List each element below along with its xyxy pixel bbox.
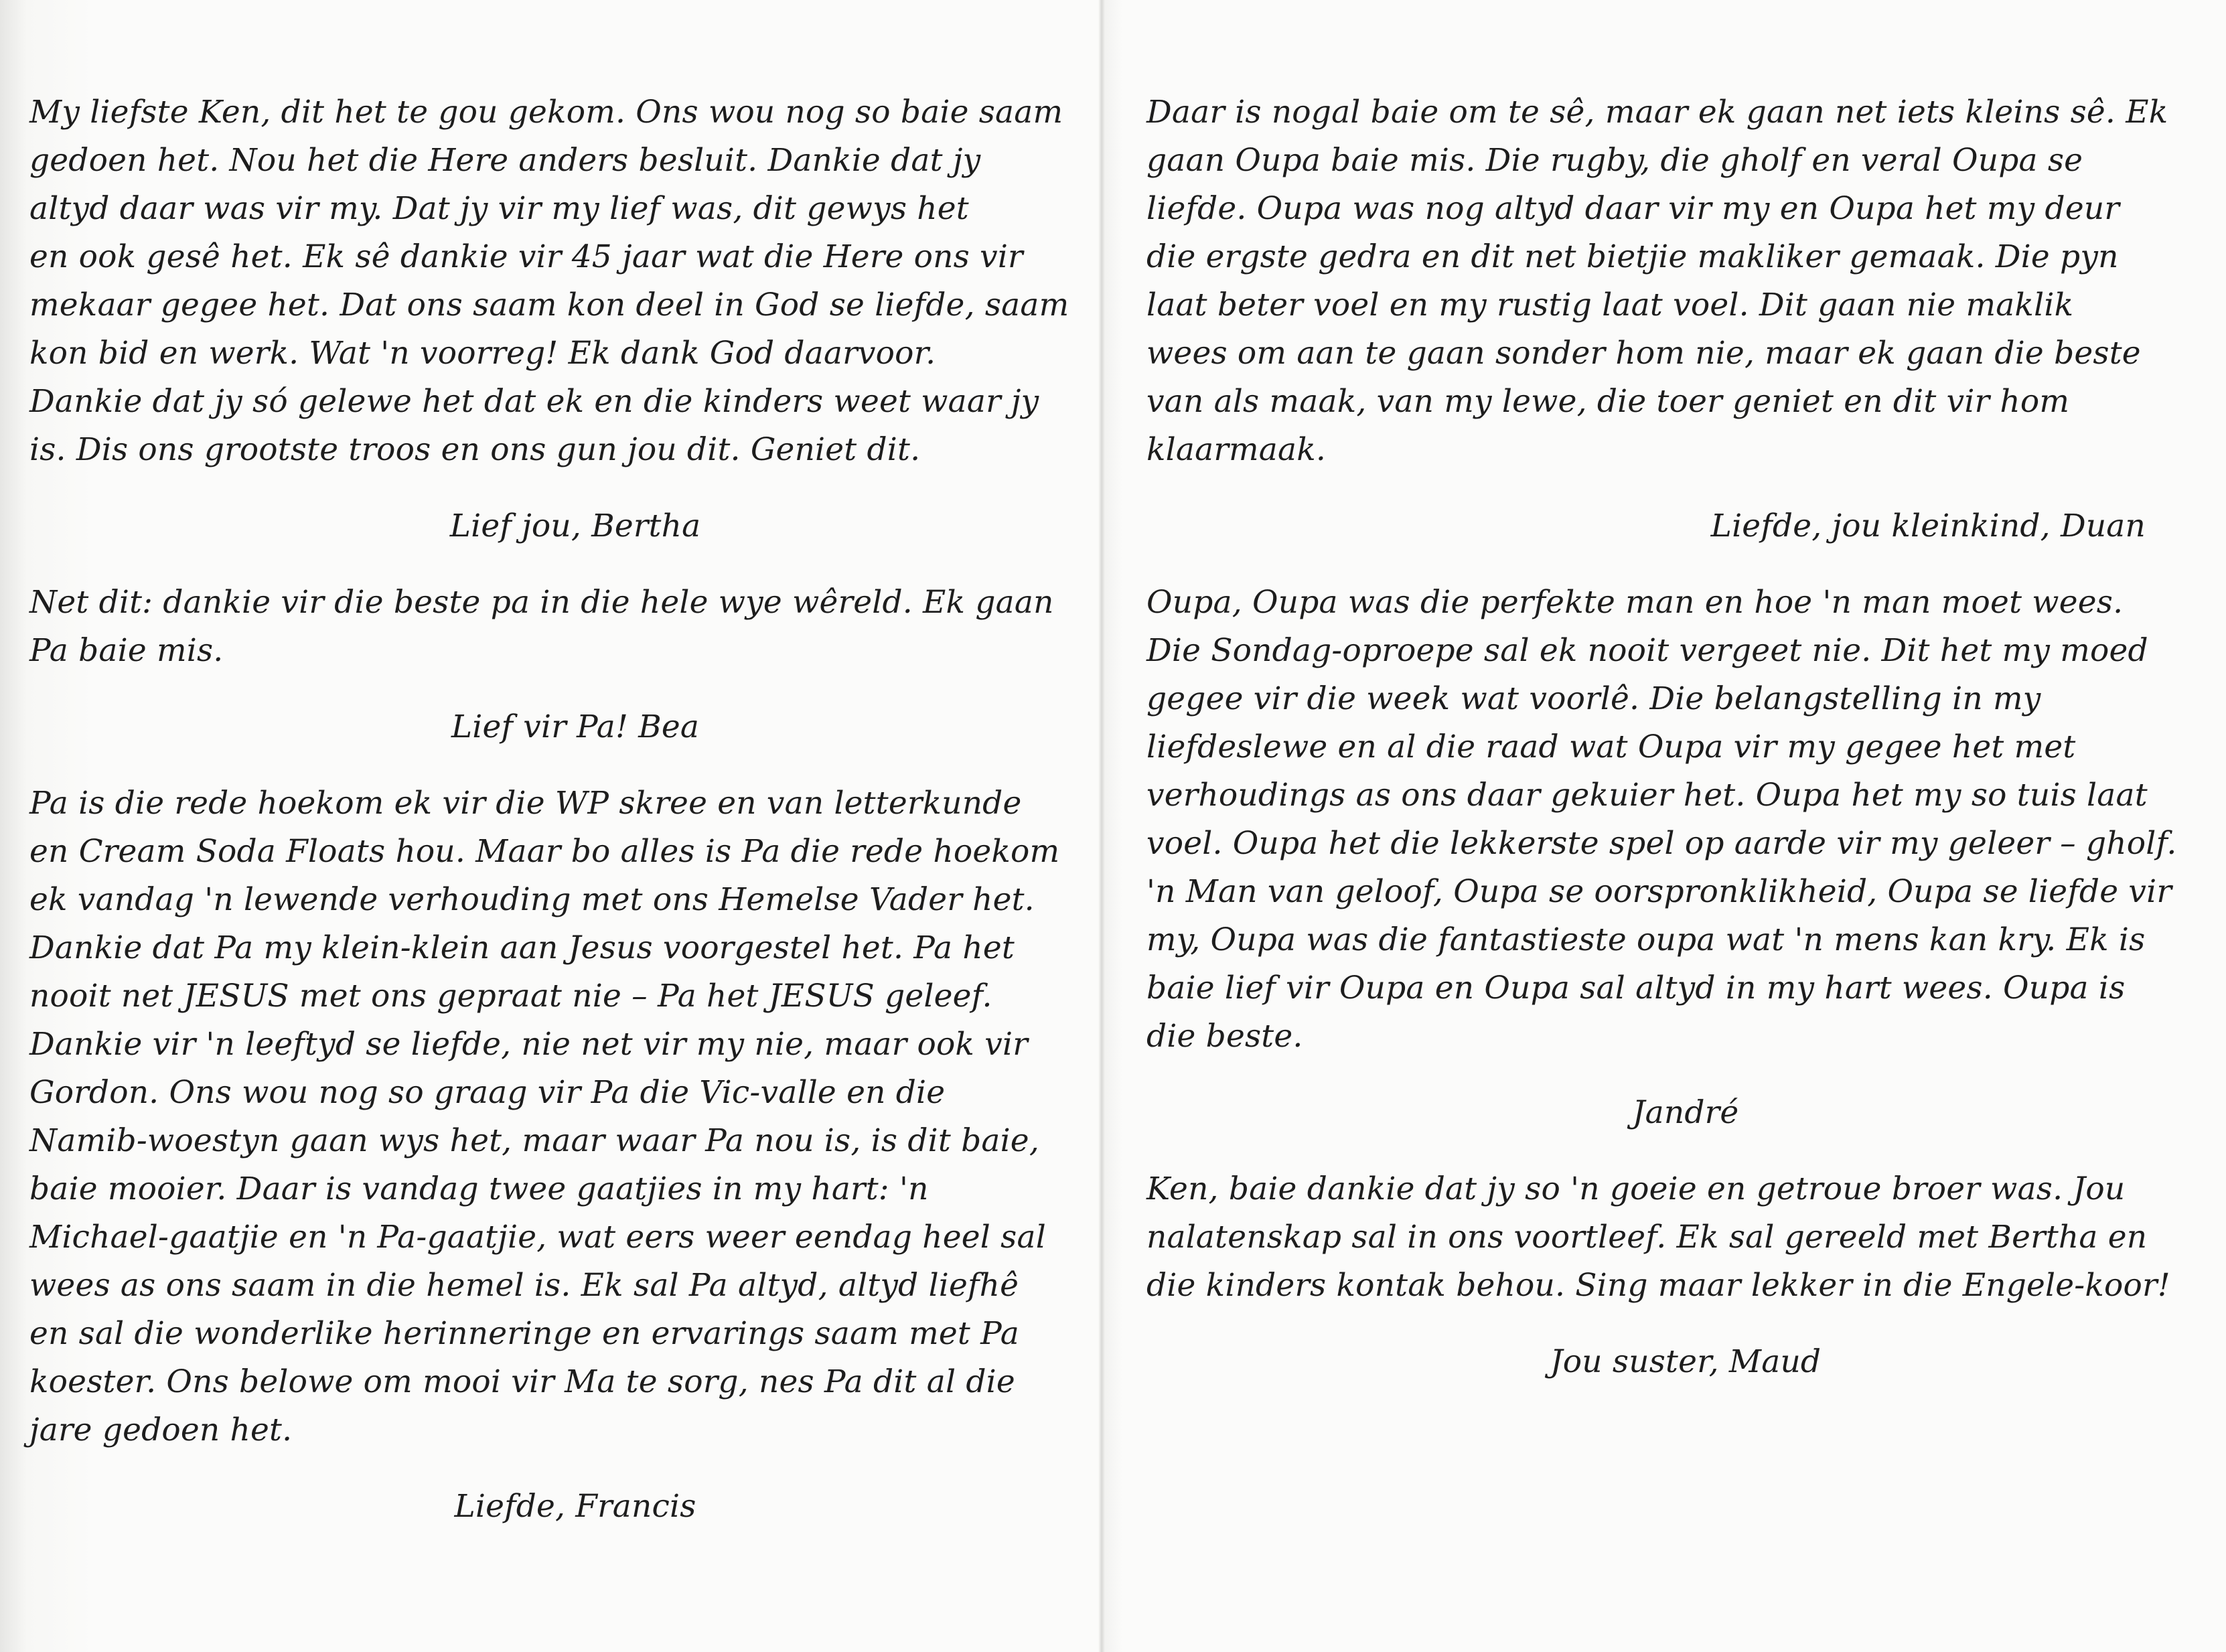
- tribute-francis-signature: Liefde, Francis: [454, 1488, 696, 1525]
- left-page-text: [29, 88, 1088, 1531]
- tribute-duan-text: Daar is nogal baie om te sê, maar ek gaan net iets kleins sê. Ek gaan Oupa baie mis. Die rugby, die gholf en veral Oupa se liefde. Oupa was nog altyd daar vir my en Oupa het my deur die ergste gedra en dit net bietjie makliker gemaak. Die pyn laat beter voel en my rustig laat voel. Dit gaan nie maklik wees om aan te gaan sonder hom nie, maar ek gaan die beste van als maak, van my lewe, die toer geniet en dit vir hom klaarmaak.: [1146, 94, 2168, 468]
- tribute-maud-signature: Jou suster, Maud: [1550, 1343, 1822, 1380]
- page-gutter: [1098, 0, 1105, 1652]
- tribute-bertha-signature: Lief jou, Bertha: [449, 508, 701, 544]
- tribute-francis-text: Pa is die rede hoekom ek vir die WP skree en van letterkunde en Cream Soda Floats hou. Maar bo alles is Pa die rede hoekom ek vandag 'n lewende verhouding met ons Hemelse Vader het. Dankie dat Pa my klein-klein aan Jesus voorgestel het. Pa het nooit net JESUS met ons gepraat nie – Pa het JESUS geleef. Dankie vir 'n leeftyd se liefde, nie net vir my nie, maar ook vir Gordon. Ons wou nog so graag vir Pa die Vic-valle en die Namib-woestyn gaan wys het, maar waar Pa nou is, is dit baie, baie mooier. Daar is vandag twee gaatjies in my hart: 'n Michael-gaatjie en 'n Pa-gaatjie, wat eers weer eendag heel sal wees as ons saam in die hemel is. Ek sal Pa altyd, altyd liefhê en sal die wonderlike herinneringe en ervarings saam met Pa koester. Ons belowe om mooi vir Ma te sorg, nes Pa dit al die jare gedoen het.: [29, 785, 1060, 1448]
- tribute-jandre-text: Oupa, Oupa was die perfekte man en hoe 'n man moet wees. Die Sondag-oproepe sal ek nooit vergeet nie. Dit het my moed gegee vir die week wat voorlê. Die belangstelling in my liefdeslewe en al die raad wat Oupa vir my gegee het met verhoudings as ons daar gekuier het. Oupa het my so tuis laat voel. Oupa het die lekkerste spel op aarde vir my geleer – gholf. 'n Man van geloof, Oupa se oorspronklikheid, Oupa se liefde vir my, Oupa was die fantastieste oupa wat 'n mens kan kry. Ek is baie lief vir Oupa en Oupa sal altyd in my hart wees. Oupa is die beste.: [1146, 584, 2177, 1055]
- tribute-maud-text: Ken, baie dankie dat jy so 'n goeie en getroue broer was. Jou nalatenskap sal in ons voortleef. Ek sal gereeld met Bertha en die kinders kontak behou. Sing maar lekker in die Engele-koor!: [1146, 1171, 2170, 1304]
- tribute-duan-signature: Liefde, jou kleinkind, Duan: [1710, 508, 2146, 544]
- tribute-jandre-signature: Jandré: [1632, 1094, 1739, 1131]
- tribute-bea-text: Net dit: dankie vir die beste pa in die hele wye wêreld. Ek gaan Pa baie mis.: [29, 584, 1054, 669]
- tribute-bertha-text: My liefste Ken, dit het te gou gekom. Ons wou nog so baie saam gedoen het. Nou het die Here anders besluit. Dankie dat jy altyd daar was vir my. Dat jy vir my lief was, dit gewys het en ook gesê het. Ek sê dankie vir 45 jaar wat die Here ons vir mekaar gegee het. Dat ons saam kon deel in God se liefde, saam kon bid en werk. Wat 'n voorreg! Ek dank God daarvoor. Dankie dat jy só gelewe het dat ek en die kinders weet waar jy is. Dis ons grootste troos en ons gun jou dit. Geniet dit.: [29, 94, 1069, 468]
- tribute-bea-signature: Lief vir Pa! Bea: [451, 708, 700, 745]
- right-page-text: [1146, 88, 2191, 1386]
